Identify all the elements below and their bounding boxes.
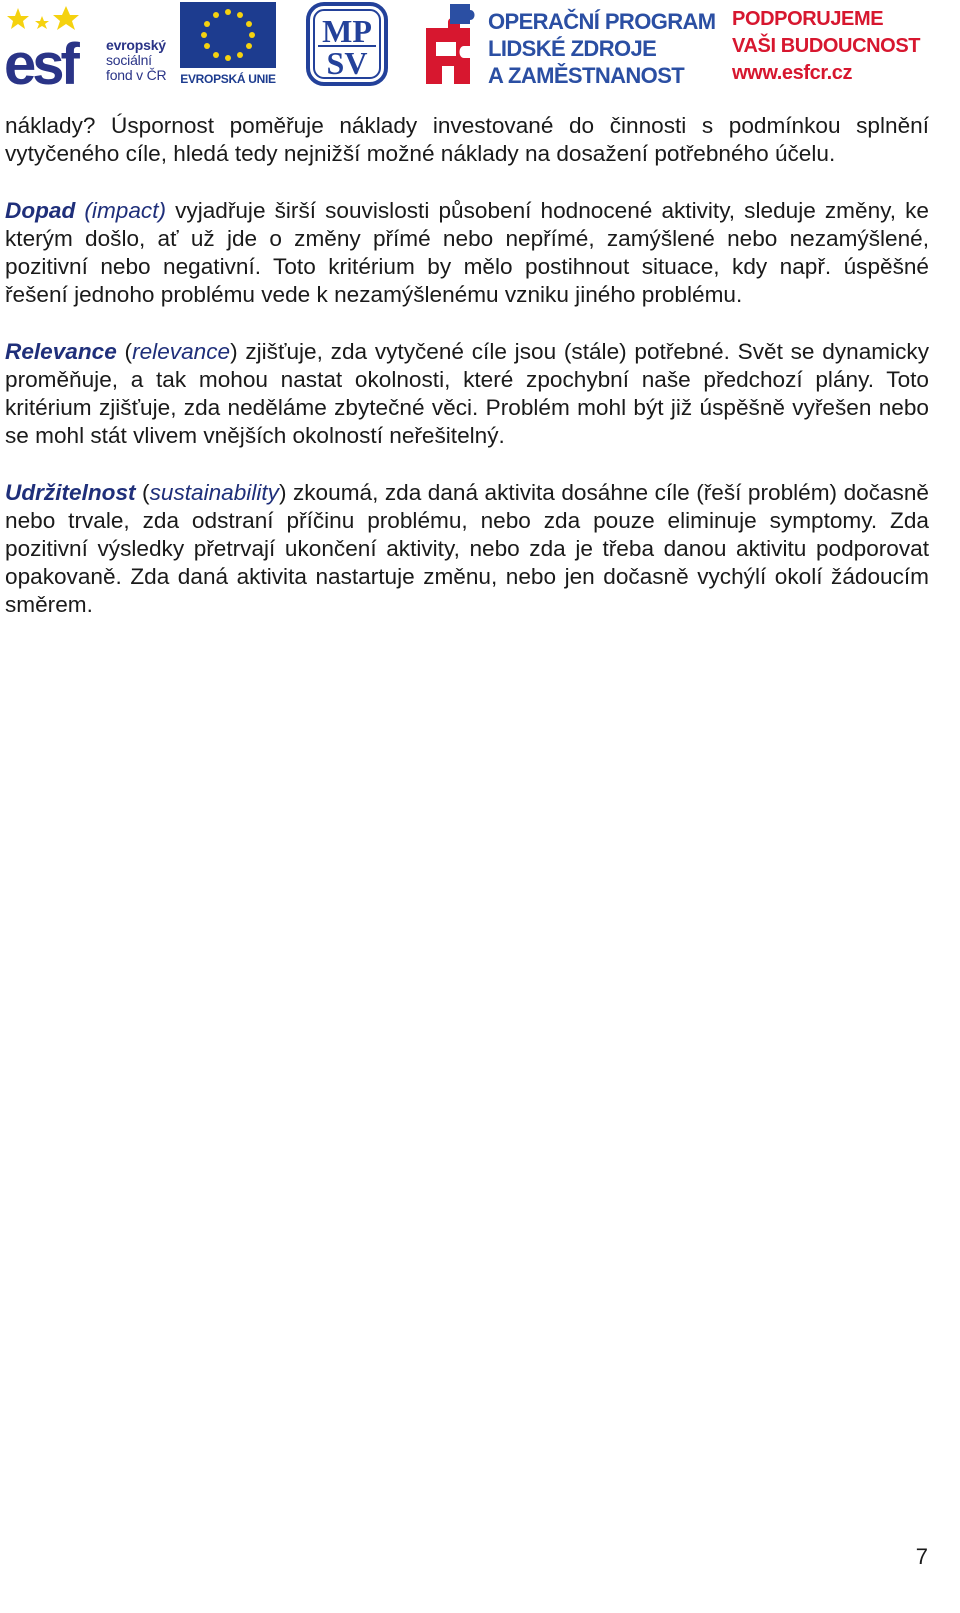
logo-strip: [0, 0, 960, 92]
esf-caption-line2: sociální: [106, 52, 152, 68]
eu-caption: EVROPSKÁ UNIE: [180, 72, 276, 86]
term-sustainability: Udržitelnost: [5, 479, 136, 505]
oplz-line2: LIDSKÉ ZDROJE: [488, 36, 657, 61]
oplz-logo: [420, 2, 716, 88]
paragraph-efficiency: [5, 112, 929, 168]
page-number: 7: [915, 1544, 928, 1569]
esf-caption: [106, 38, 166, 83]
puzzle-figure-icon: [420, 2, 482, 88]
svg-text:SV: SV: [326, 45, 368, 81]
svg-text:esf: esf: [4, 32, 76, 88]
esf-mark-icon: [4, 2, 104, 88]
esf-caption-line3: fond v ČR: [106, 67, 167, 83]
paragraph-impact: [5, 197, 929, 310]
eu-flag-icon: [180, 2, 276, 70]
svg-text:MP: MP: [322, 13, 372, 49]
oplz-line1: OPERAČNÍ PROGRAM: [488, 9, 716, 34]
slogan-line1: PODPORUJEME: [732, 8, 884, 30]
esf-caption-line1: evropský: [106, 37, 166, 53]
slogan-block: [732, 6, 947, 86]
term-impact: Dopad: [5, 197, 76, 223]
paren-open-relevance: (: [116, 338, 133, 364]
paren-open-sustainability: (: [135, 479, 150, 505]
term-sustainability-en: sustainability: [149, 479, 279, 505]
slogan-text: [732, 6, 920, 87]
oplz-title: [488, 8, 716, 89]
slogan-url: www.esfcr.cz: [732, 62, 853, 84]
term-relevance: Relevance: [5, 338, 117, 364]
mpsv-mark-icon: [306, 2, 388, 86]
esf-logo: [4, 2, 172, 88]
slogan-line2: VAŠI BUDOUCNOST: [732, 35, 921, 57]
oplz-line3: A ZAMĚSTNANOST: [488, 63, 685, 88]
term-impact-en: (impact): [75, 197, 166, 223]
paragraph-relevance-text: ) zjišťuje, zda vytyčené cíle jsou (stále) potřebné. Svět se dynamicky proměňuje, a tak mohou nastat okolnosti, které zpochybní naše předchozí plány. Toto kritérium zjišťuje, zda neděláme zbytečné věci. Problém mohl být již úspěšně vyřešen nebo se mohl stát vlivem vnějších okolností neřešitelný.: [5, 338, 929, 449]
paragraph-impact-text: vyjadřuje širší souvislosti působení hodnocené aktivity, sleduje změny, ke kterým došlo, ať už jde o změny přímé nebo nepřímé, zamýšlené nebo nezamýšlené, pozitivní nebo negativní. Toto kritérium by mělo postihnout situace, kdy např. úspěšné řešení jednoho problému vede k nezamýšlenému vzniku jiného problému.: [5, 197, 929, 308]
paragraph-relevance: [5, 338, 929, 451]
paragraph-efficiency-text: náklady? Úspornost poměřuje náklady investované do činnosti s podmínkou splnění vytyčeného cíle, hledá tedy nejnižší možné náklady na dosažení potřebného účelu.: [5, 113, 929, 167]
mpsv-logo: [306, 2, 388, 86]
paragraph-sustainability: [5, 479, 929, 620]
document-body: [5, 112, 929, 648]
paragraph-sustainability-text: ) zkoumá, zda daná aktivita dosáhne cíle (řeší problém) dočasně nebo trvale, zda odstraní příčinu problému, nebo zda pouze eliminuje symptomy. Zda pozitivní výsledky přetrvají ukončení aktivity, nebo zda je třeba danou aktivitu podporovat opakovaně. Zda daná aktivita nastartuje změnu, nebo jen dočasně vychýlí okolí žádoucím směrem.: [5, 479, 929, 618]
term-relevance-en: relevance: [132, 338, 231, 364]
eu-logo: [180, 2, 276, 88]
